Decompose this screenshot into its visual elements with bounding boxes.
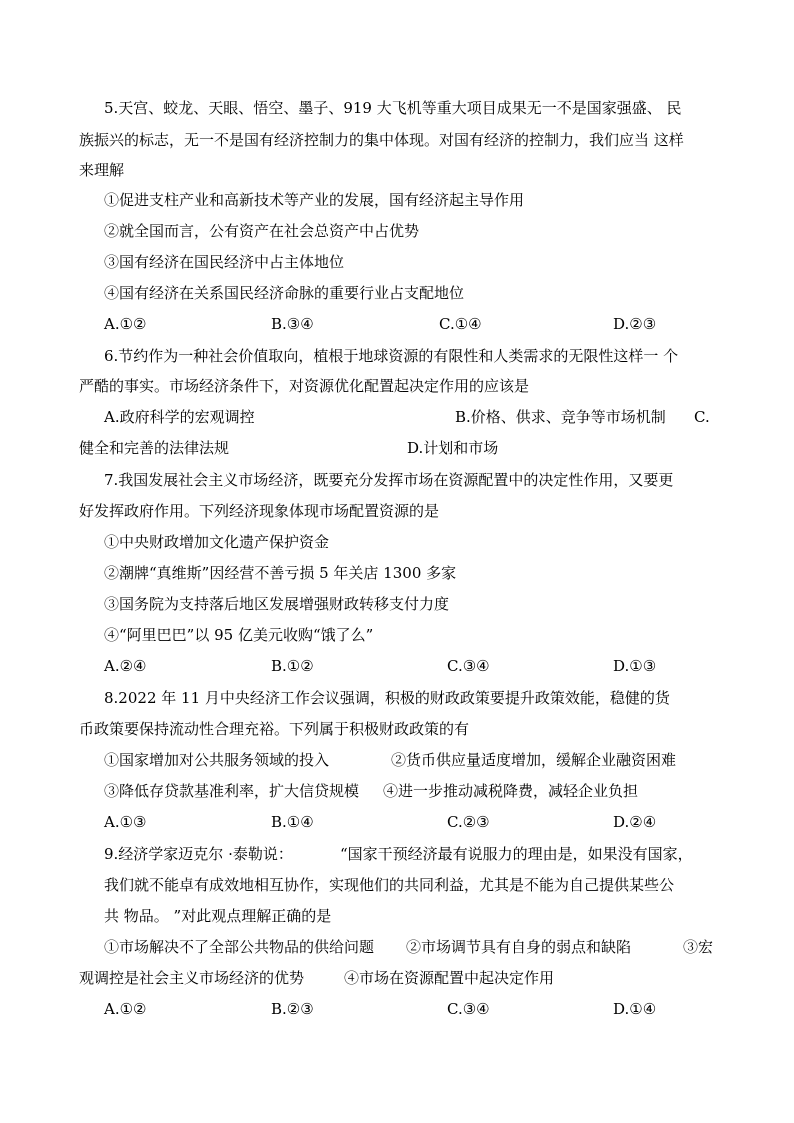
q8-statement-1: ①国家增加对公共服务领域的投入 xyxy=(104,751,330,769)
q9-stem-line3: 共 物品。 ”对此观点理解正确的是 xyxy=(104,907,332,925)
q5-option-d: D.②③ xyxy=(613,315,657,333)
q8-options xyxy=(0,812,794,832)
q9-stem-line1 xyxy=(0,844,794,864)
q9-option-a: A.①② xyxy=(104,1000,147,1018)
q9-option-d: D.①④ xyxy=(613,1000,657,1018)
q9-stem-line1-lead: 9.经济学家迈克尔 ·泰勒说： xyxy=(104,845,293,863)
q5-statement-2: ②就全国而言，公有资产在社会总资产中占优势 xyxy=(104,222,420,240)
q6-option-c-label: C. xyxy=(694,408,710,426)
q5-option-b: B.③④ xyxy=(271,315,314,333)
q8-statements-row2 xyxy=(0,781,794,801)
q9-statement-3-start: ③宏 xyxy=(683,938,714,956)
q8-option-a: A.①③ xyxy=(104,813,147,831)
q5-stem-line3: 来理解 xyxy=(79,161,125,179)
q9-statements-row2 xyxy=(0,968,794,988)
q9-statement-4: ④市场在资源配置中起决定作用 xyxy=(344,969,555,987)
q8-option-b: B.①④ xyxy=(271,813,314,831)
q8-statement-3: ③降低存贷款基准利率，扩大信贷规模 xyxy=(104,782,360,800)
q7-options xyxy=(0,656,794,676)
q7-option-a: A.②④ xyxy=(104,657,147,675)
q7-statement-4: ④“阿里巴巴”以 95 亿美元收购“饿了么” xyxy=(104,626,374,644)
q8-statement-2: ②货币供应量适度增加，缓解企业融资困难 xyxy=(391,751,677,769)
q7-option-b: B.①② xyxy=(271,657,314,675)
q9-statement-3-rest: 观调控是社会主义市场经济的优势 xyxy=(79,969,305,987)
q9-statement-1: ①市场解决不了全部公共物品的供给问题 xyxy=(104,938,375,956)
q5-statement-4: ④国有经济在关系国民经济命脉的重要行业占支配地位 xyxy=(104,284,465,302)
q7-statement-2: ②潮牌“真维斯”因经营不善亏损 5 年关店 1300 多家 xyxy=(104,564,457,582)
q7-option-c: C.③④ xyxy=(447,657,490,675)
q9-statement-2: ②市场调节具有自身的弱点和缺陷 xyxy=(406,938,632,956)
q7-stem-line1: 7.我国发展社会主义市场经济，既要充分发挥市场在资源配置中的决定性作用，又要更 xyxy=(104,471,674,489)
q9-stem-line2: 我们就不能卓有成效地相互协作，实现他们的共同利益，尤其是不能为自己提供某些公 xyxy=(104,876,675,894)
q9-statements-row1 xyxy=(0,937,794,957)
q5-statement-1: ①促进支柱产业和高新技术等产业的发展，国有经济起主导作用 xyxy=(104,191,525,209)
q8-option-d: D.②④ xyxy=(613,813,657,831)
q6-stem-line1: 6.节约作为一种社会价值取向，植根于地球资源的有限性和人类需求的无限性这样一 个 xyxy=(104,347,679,365)
q8-stem-line2: 币政策要保持流动性合理充裕。下列属于积极财政政策的有 xyxy=(79,720,470,738)
q5-option-a: A.①② xyxy=(104,315,147,333)
q7-statement-3: ③国务院为支持落后地区发展增强财政转移支付力度 xyxy=(104,595,450,613)
q9-option-b: B.②③ xyxy=(271,1000,314,1018)
q7-option-d: D.①③ xyxy=(613,657,657,675)
q6-option-d: D.计划和市场 xyxy=(407,439,499,457)
q5-stem-line2: 族振兴的标志，无一不是国有经济控制力的集中体现。对国有经济的控制力，我们应当 这样 xyxy=(79,131,684,149)
q8-option-c: C.②③ xyxy=(447,813,490,831)
q8-stem-line1: 8.2022 年 11 月中央经济工作会议强调，积极的财政政策要提升政策效能，稳健的货 xyxy=(104,689,670,707)
q7-statement-1: ①中央财政增加文化遗产保护资金 xyxy=(104,533,330,551)
q9-option-c: C.③④ xyxy=(447,1000,490,1018)
q9-options xyxy=(0,999,794,1019)
q5-option-c: C.①④ xyxy=(439,315,482,333)
q5-statement-3: ③国有经济在国民经济中占主体地位 xyxy=(104,253,345,271)
q5-stem-line1: 5.天宫、蛟龙、天眼、悟空、墨子、919 大飞机等重大项目成果无一不是国家强盛、 民 xyxy=(104,99,682,117)
q5-options xyxy=(0,314,794,334)
q6-stem-line2: 严酷的事实。市场经济条件下，对资源优化配置起决定作用的应该是 xyxy=(79,377,530,395)
q6-option-b: B.价格、供求、竞争等市场机制 xyxy=(455,408,666,426)
q7-stem-line2: 好发挥政府作用。下列经济现象体现市场配置资源的是 xyxy=(79,502,440,520)
q6-option-a: A.政府科学的宏观调控 xyxy=(104,408,255,426)
q6-options-row2 xyxy=(0,438,794,458)
q9-stem-line1-quote: “国家干预经济最有说服力的理由是，如果没有国家， xyxy=(340,845,693,863)
q8-statements-row1 xyxy=(0,750,794,770)
q6-options-row1 xyxy=(0,407,794,427)
q8-statement-4: ④进一步推动减税降费，减轻企业负担 xyxy=(383,782,639,800)
q6-option-c-text: 健全和完善的法律法规 xyxy=(79,439,230,457)
